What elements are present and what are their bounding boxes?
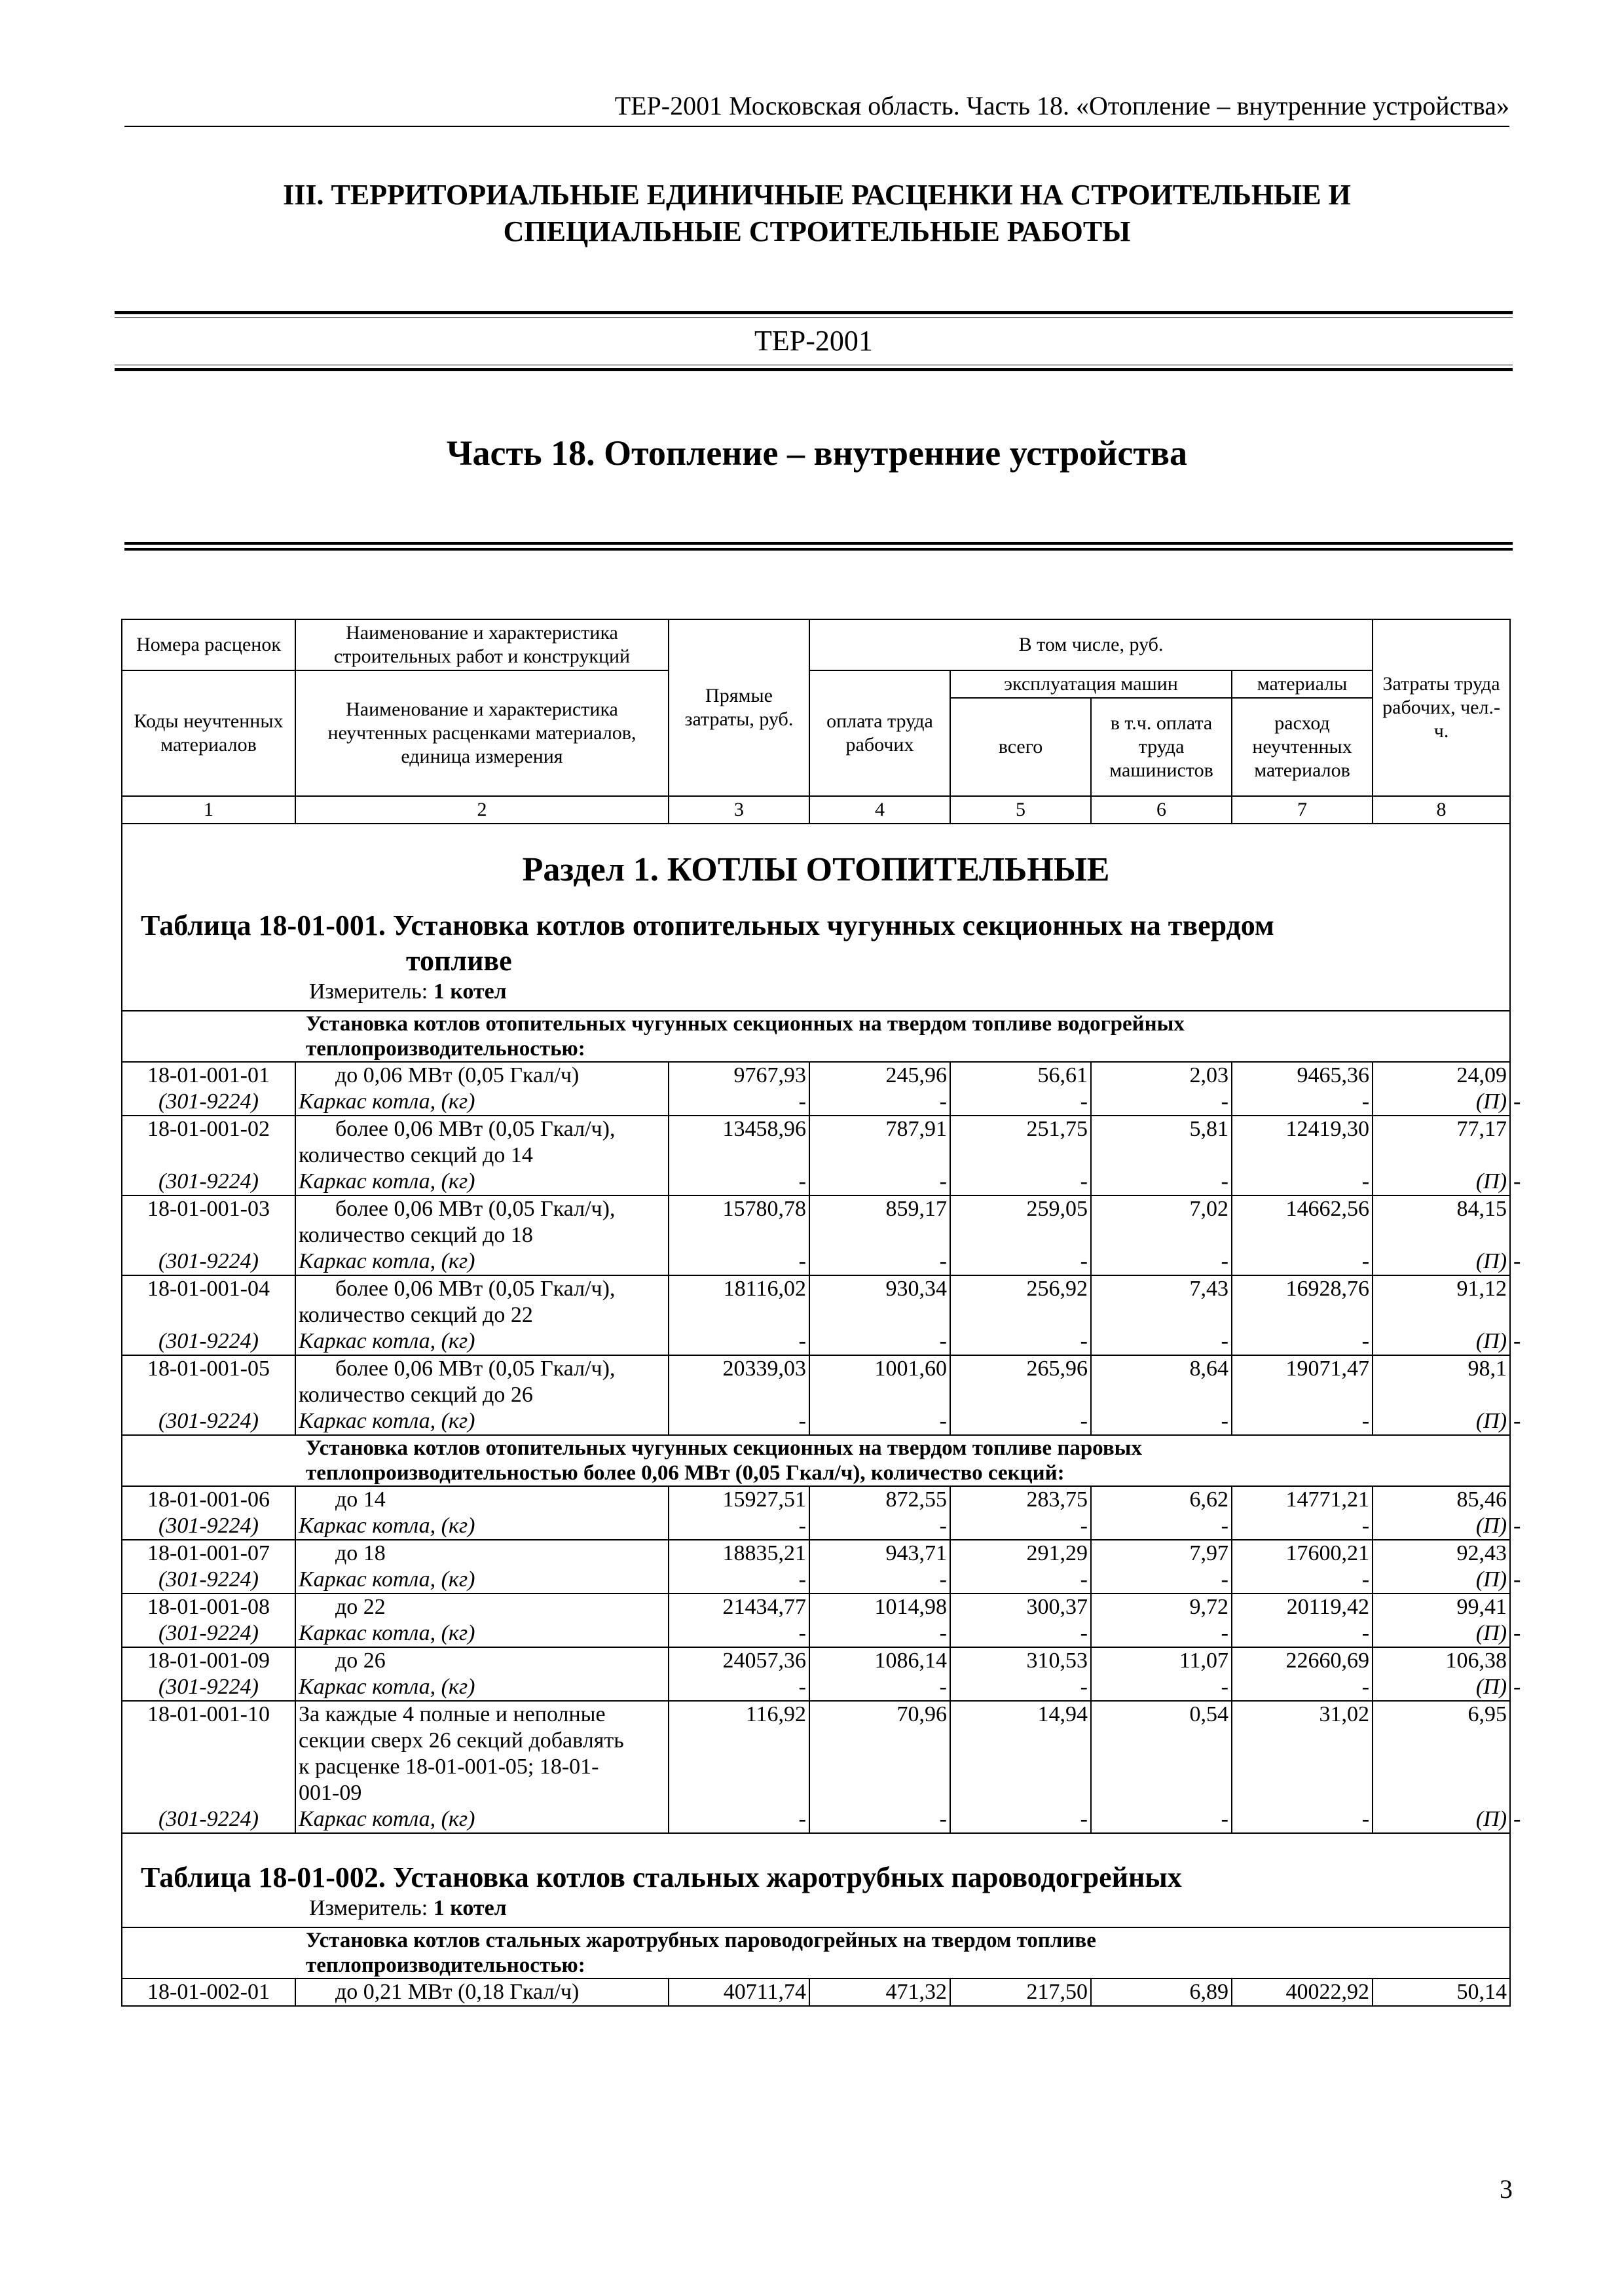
dash: - [809, 1567, 950, 1594]
dash: - [1232, 1674, 1373, 1701]
labor-hours: 84,15 [1373, 1195, 1510, 1248]
group-heading-line: Установка котлов стальных жаротрубных пароводогрейных на твердом топливе [306, 1929, 1096, 1952]
labor-pay: 943,71 [809, 1540, 950, 1567]
dash: - [950, 1089, 1091, 1116]
material-mark: (П) [1373, 1806, 1510, 1833]
materials-cost: 9465,36 [1232, 1062, 1373, 1089]
rate-name-line: более 0,06 МВт (0,05 Гкал/ч), [335, 1197, 616, 1221]
material-code: (301-9224) [122, 1806, 295, 1833]
rate-name-line: до 0,06 МВт (0,05 Гкал/ч) [335, 1063, 580, 1087]
material-row: (301-9224) Каркас котла, (кг) - - - - - (П) - [122, 1567, 1510, 1594]
dash: - [669, 1248, 809, 1275]
rate-row [122, 1062, 1510, 1089]
header-unaccounted-materials: расход неучтенных материалов [1232, 698, 1373, 796]
direct-cost: 20339,03 [669, 1355, 809, 1408]
rate-name-line: более 0,06 МВт (0,05 Гкал/ч), [335, 1117, 616, 1141]
rate-code: 18-01-001-08 [122, 1594, 295, 1620]
group-heading-line: теплопроизводительностью: [306, 1954, 585, 1977]
razdel-title: Раздел 1. КОТЛЫ ОТОПИТЕЛЬНЫЕ [522, 851, 1110, 888]
dash: - [669, 1620, 809, 1647]
running-header: ТЕР-2001 Московская область. Часть 18. «Отопление – внутренние устройства» [124, 90, 1509, 127]
rate-name-line: к расценке 18-01-001-05; 18-01- [299, 1755, 599, 1779]
rate-name-line: до 14 [335, 1487, 386, 1512]
measure-prefix: Измеритель: [309, 1896, 434, 1920]
material-row: (301-9224) Каркас котла, (кг) - - - - - (П) - [122, 1169, 1510, 1195]
dash: - [950, 1806, 1091, 1833]
machines-total: 291,29 [950, 1540, 1091, 1567]
material-mark: (П) [1373, 1567, 1510, 1594]
dash: - [1091, 1513, 1232, 1540]
dash: - [809, 1806, 950, 1833]
dash: - [1091, 1620, 1232, 1647]
rate-name [295, 1062, 669, 1089]
machinists-pay: 7,97 [1091, 1540, 1232, 1567]
dash: - [1091, 1408, 1232, 1435]
machines-total: 251,75 [950, 1116, 1091, 1169]
rate-name-line: более 0,06 МВт (0,05 Гкал/ч), [335, 1357, 616, 1381]
labor-pay: 872,55 [809, 1486, 950, 1513]
material-mark: (П) [1373, 1328, 1510, 1355]
page-number: 3 [1500, 2174, 1513, 2204]
group-heading-line: теплопроизводительностью более 0,06 МВт (0,05 Гкал/ч), количество секций: [306, 1461, 1065, 1485]
rate-row [122, 1978, 1510, 2006]
material-name: Каркас котла, (кг) [295, 1567, 669, 1594]
labor-hours: 99,41 [1373, 1594, 1510, 1620]
dash: - [809, 1513, 950, 1540]
machines-total: 283,75 [950, 1486, 1091, 1513]
labor-pay: 787,91 [809, 1116, 950, 1169]
rate-code: 18-01-001-04 [122, 1275, 295, 1328]
dash: - [950, 1674, 1091, 1701]
material-row: (301-9224) Каркас котла, (кг) - - - - - (П) - [122, 1806, 1510, 1833]
dash: - [809, 1620, 950, 1647]
table2-title: Таблица 18-01-002. Установка котлов стальных жаротрубных пароводогрейных [141, 1861, 1182, 1893]
header-including: В том числе, руб. [809, 619, 1373, 670]
machinists-pay: 6,89 [1091, 1978, 1232, 2006]
col-number: 1 [122, 796, 295, 824]
direct-cost: 15780,78 [669, 1195, 809, 1248]
rate-name [295, 1275, 669, 1328]
dash: - [669, 1806, 809, 1833]
labor-pay: 70,96 [809, 1701, 950, 1806]
rate-name-line: количество секций до 26 [299, 1383, 533, 1407]
rate-name-line: За каждые 4 полные и неполные [299, 1702, 606, 1726]
direct-cost: 40711,74 [669, 1978, 809, 2006]
rate-name-line: до 26 [335, 1649, 386, 1673]
header-materials: материалы [1232, 670, 1373, 698]
dash: - [669, 1513, 809, 1540]
group-heading-line: Установка котлов отопительных чугунных секционных на твердом топливе водогрейных [306, 1012, 1185, 1036]
rate-row [122, 1701, 1510, 1806]
labor-hours: 85,46 [1373, 1486, 1510, 1513]
material-row: (301-9224) Каркас котла, (кг) - - - - - (П) - [122, 1089, 1510, 1116]
materials-cost: 40022,92 [1232, 1978, 1373, 2006]
dash: - [809, 1248, 950, 1275]
standard-band [115, 311, 1513, 371]
direct-cost: 116,92 [669, 1701, 809, 1806]
dash: - [669, 1089, 809, 1116]
col-number: 8 [1373, 796, 1510, 824]
material-name: Каркас котла, (кг) [295, 1806, 669, 1833]
labor-hours: 24,09 [1373, 1062, 1510, 1089]
machines-total: 310,53 [950, 1647, 1091, 1674]
dash: - [809, 1169, 950, 1195]
rate-name-line: количество секций до 22 [299, 1303, 533, 1327]
material-code: (301-9224) [122, 1089, 295, 1116]
material-code: (301-9224) [122, 1567, 295, 1594]
material-name: Каркас котла, (кг) [295, 1513, 669, 1540]
machinists-pay: 5,81 [1091, 1116, 1232, 1169]
labor-pay: 1014,98 [809, 1594, 950, 1620]
rate-name [295, 1701, 669, 1806]
machines-total: 14,94 [950, 1701, 1091, 1806]
material-mark: (П) [1373, 1408, 1510, 1435]
dash: - [809, 1328, 950, 1355]
dash: - [1232, 1248, 1373, 1275]
labor-pay: 471,32 [809, 1978, 950, 2006]
material-name: Каркас котла, (кг) [295, 1328, 669, 1355]
material-code: (301-9224) [122, 1620, 295, 1647]
rate-name-line: до 22 [335, 1595, 386, 1619]
dash: - [1232, 1408, 1373, 1435]
dash: - [669, 1169, 809, 1195]
rate-row [122, 1275, 1510, 1328]
direct-cost: 18116,02 [669, 1275, 809, 1328]
header-direct-cost: Прямые затраты, руб. [669, 619, 809, 796]
group-heading [122, 1011, 1510, 1062]
rate-name-line: количество секций до 18 [299, 1223, 533, 1247]
rate-code: 18-01-001-06 [122, 1486, 295, 1513]
machinists-pay: 2,03 [1091, 1062, 1232, 1089]
labor-hours: 92,43 [1373, 1540, 1510, 1567]
header-material-name: Наименование и характеристика неучтенных расценками материалов, единица измерения [295, 670, 669, 796]
labor-hours: 106,38 [1373, 1647, 1510, 1674]
rate-name [295, 1195, 669, 1248]
material-row: (301-9224) Каркас котла, (кг) - - - - - (П) - [122, 1674, 1510, 1701]
dash: - [669, 1408, 809, 1435]
measure-unit: 1 котел [433, 1896, 507, 1920]
dash: - [950, 1169, 1091, 1195]
direct-cost: 21434,77 [669, 1594, 809, 1620]
dash: - [950, 1567, 1091, 1594]
col-number: 4 [809, 796, 950, 824]
material-code: (301-9224) [122, 1674, 295, 1701]
materials-cost: 19071,47 [1232, 1355, 1373, 1408]
header-machinists-pay: в т.ч. оплата труда машинистов [1091, 698, 1232, 796]
material-mark: (П) [1373, 1620, 1510, 1647]
labor-pay: 930,34 [809, 1275, 950, 1328]
dash: - [1091, 1169, 1232, 1195]
machinists-pay: 7,43 [1091, 1275, 1232, 1328]
table2-measure [122, 1895, 1509, 1927]
header-machines: эксплуатация машин [950, 670, 1232, 698]
material-mark: (П) [1373, 1089, 1510, 1116]
material-code: (301-9224) [122, 1513, 295, 1540]
dash: - [950, 1328, 1091, 1355]
dash: - [1232, 1328, 1373, 1355]
direct-cost: 24057,36 [669, 1647, 809, 1674]
header-labor-hours: Затраты труда рабочих, чел.-ч. [1373, 619, 1510, 796]
rate-code: 18-01-001-02 [122, 1116, 295, 1169]
dash: - [1091, 1328, 1232, 1355]
machines-total: 56,61 [950, 1062, 1091, 1089]
rate-name: до 0,21 МВт (0,18 Гкал/ч) [295, 1978, 669, 2006]
machinists-pay: 8,64 [1091, 1355, 1232, 1408]
rate-name-line: до 18 [335, 1541, 386, 1565]
dash: - [950, 1513, 1091, 1540]
machines-total: 256,92 [950, 1275, 1091, 1328]
materials-cost: 20119,42 [1232, 1594, 1373, 1620]
dash: - [809, 1089, 950, 1116]
dash: - [950, 1248, 1091, 1275]
machines-total: 300,37 [950, 1594, 1091, 1620]
dash: - [1091, 1806, 1232, 1833]
machinists-pay: 11,07 [1091, 1647, 1232, 1674]
dash: - [669, 1567, 809, 1594]
rate-name-line: 001-09 [299, 1781, 362, 1805]
material-name: Каркас котла, (кг) [295, 1169, 669, 1195]
machinists-pay: 7,02 [1091, 1195, 1232, 1248]
rate-name [295, 1647, 669, 1674]
dash: - [1232, 1513, 1373, 1540]
col-number: 2 [295, 796, 669, 824]
dash: - [809, 1408, 950, 1435]
material-name: Каркас котла, (кг) [295, 1248, 669, 1275]
col-number: 6 [1091, 796, 1232, 824]
rate-name [295, 1355, 669, 1408]
rate-row [122, 1195, 1510, 1248]
dash: - [1232, 1806, 1373, 1833]
table1-title-line: топливе [406, 945, 512, 977]
table1-title [122, 908, 1509, 979]
dash: - [950, 1408, 1091, 1435]
rate-name-line: количество секций до 14 [299, 1143, 533, 1167]
group-heading [122, 1927, 1510, 1978]
materials-cost: 31,02 [1232, 1701, 1373, 1806]
rate-row [122, 1116, 1510, 1169]
rate-name [295, 1540, 669, 1567]
measure-prefix: Измеритель: [309, 979, 434, 1004]
double-rule [124, 542, 1513, 545]
labor-hours: 77,17 [1373, 1116, 1510, 1169]
direct-cost: 15927,51 [669, 1486, 809, 1513]
dash: - [950, 1620, 1091, 1647]
machinists-pay: 0,54 [1091, 1701, 1232, 1806]
rate-name-line: секции сверх 26 секций добавлять [299, 1728, 624, 1753]
rate-row [122, 1647, 1510, 1674]
direct-cost: 9767,93 [669, 1062, 809, 1089]
standard-label: ТЕР-2001 [754, 325, 873, 357]
header-codes: Номера расценок [122, 619, 295, 670]
machines-total: 217,50 [950, 1978, 1091, 2006]
machinists-pay: 9,72 [1091, 1594, 1232, 1620]
material-name: Каркас котла, (кг) [295, 1089, 669, 1116]
dash: - [1091, 1674, 1232, 1701]
direct-cost: 18835,21 [669, 1540, 809, 1567]
rate-code: 18-01-001-09 [122, 1647, 295, 1674]
section-title-line: СПЕЦИАЛЬНЫЕ СТРОИТЕЛЬНЫЕ РАБОТЫ [503, 215, 1131, 247]
header-machines-total: всего [950, 698, 1091, 796]
rate-code: 18-01-001-07 [122, 1540, 295, 1567]
dash: - [1091, 1089, 1232, 1116]
dash: - [1232, 1089, 1373, 1116]
table1-measure [122, 979, 1509, 1010]
section-title [124, 177, 1509, 250]
materials-cost: 14771,21 [1232, 1486, 1373, 1513]
col-number: 5 [950, 796, 1091, 824]
rate-row [122, 1355, 1510, 1408]
material-mark: (П) [1373, 1513, 1510, 1540]
rates-table [121, 619, 1521, 2007]
labor-hours: 98,1 [1373, 1355, 1510, 1408]
dash: - [809, 1674, 950, 1701]
rate-code: 18-01-002-01 [122, 1978, 295, 2006]
materials-cost: 14662,56 [1232, 1195, 1373, 1248]
rate-name-line: более 0,06 МВт (0,05 Гкал/ч), [335, 1277, 616, 1301]
labor-pay: 1001,60 [809, 1355, 950, 1408]
rows-group-1 [122, 1062, 1521, 1435]
materials-cost: 22660,69 [1232, 1647, 1373, 1674]
rows-group-2 [122, 1486, 1521, 1833]
rate-name [295, 1116, 669, 1169]
rate-name [295, 1486, 669, 1513]
labor-pay: 859,17 [809, 1195, 950, 1248]
dash: - [1091, 1567, 1232, 1594]
rate-row [122, 1594, 1510, 1620]
direct-cost: 13458,96 [669, 1116, 809, 1169]
labor-hours: 6,95 [1373, 1701, 1510, 1806]
material-row: (301-9224) Каркас котла, (кг) - - - - - (П) - [122, 1328, 1510, 1355]
material-mark: (П) [1373, 1248, 1510, 1275]
labor-pay: 1086,14 [809, 1647, 950, 1674]
material-row: (301-9224) Каркас котла, (кг) - - - - - (П) - [122, 1248, 1510, 1275]
section-title-line: III. ТЕРРИТОРИАЛЬНЫЕ ЕДИНИЧНЫЕ РАСЦЕНКИ НА СТРОИТЕЛЬНЫЕ И [283, 179, 1351, 211]
dash: - [1091, 1248, 1232, 1275]
materials-cost: 12419,30 [1232, 1116, 1373, 1169]
measure-unit: 1 котел [433, 979, 507, 1004]
rate-code: 18-01-001-05 [122, 1355, 295, 1408]
rate-code: 18-01-001-10 [122, 1701, 295, 1806]
material-code: (301-9224) [122, 1248, 295, 1275]
rate-code: 18-01-001-03 [122, 1195, 295, 1248]
material-row: (301-9224) Каркас котла, (кг) - - - - - (П) - [122, 1513, 1510, 1540]
machinists-pay: 6,62 [1091, 1486, 1232, 1513]
header-material-codes: Коды неучтенных материалов [122, 670, 295, 796]
material-code: (301-9224) [122, 1328, 295, 1355]
labor-hours: 91,12 [1373, 1275, 1510, 1328]
labor-hours: 50,14 [1373, 1978, 1510, 2006]
rate-row [122, 1540, 1510, 1567]
dash: - [669, 1674, 809, 1701]
header-name: Наименование и характеристика строительных работ и конструкций [295, 619, 669, 670]
group-heading-line: Установка котлов отопительных чугунных секционных на твердом топливе паровых [306, 1436, 1142, 1460]
rate-name [295, 1594, 669, 1620]
machines-total: 259,05 [950, 1195, 1091, 1248]
group-heading [122, 1435, 1510, 1486]
materials-cost: 16928,76 [1232, 1275, 1373, 1328]
machines-total: 265,96 [950, 1355, 1091, 1408]
dash: - [1232, 1169, 1373, 1195]
materials-cost: 17600,21 [1232, 1540, 1373, 1567]
dash: - [1232, 1567, 1373, 1594]
material-name: Каркас котла, (кг) [295, 1620, 669, 1647]
col-number: 7 [1232, 796, 1373, 824]
material-mark: (П) [1373, 1674, 1510, 1701]
material-mark: (П) [1373, 1169, 1510, 1195]
material-code: (301-9224) [122, 1408, 295, 1435]
dash: - [1232, 1620, 1373, 1647]
table1-title-line: Таблица 18-01-001. Установка котлов отопительных чугунных секционных на твердом [141, 909, 1274, 941]
dash: - [669, 1328, 809, 1355]
material-row: (301-9224) Каркас котла, (кг) - - - - - (П) - [122, 1408, 1510, 1435]
header-labor-pay: оплата труда рабочих [809, 670, 950, 796]
material-row: (301-9224) Каркас котла, (кг) - - - - - (П) - [122, 1620, 1510, 1647]
rate-row [122, 1486, 1510, 1513]
part-title: Часть 18. Отопление – внутренние устройства [446, 433, 1188, 473]
group-heading-line: теплопроизводительностью: [306, 1037, 585, 1061]
col-number: 3 [669, 796, 809, 824]
labor-pay: 245,96 [809, 1062, 950, 1089]
material-code: (301-9224) [122, 1169, 295, 1195]
rate-code: 18-01-001-01 [122, 1062, 295, 1089]
material-name: Каркас котла, (кг) [295, 1408, 669, 1435]
material-name: Каркас котла, (кг) [295, 1674, 669, 1701]
